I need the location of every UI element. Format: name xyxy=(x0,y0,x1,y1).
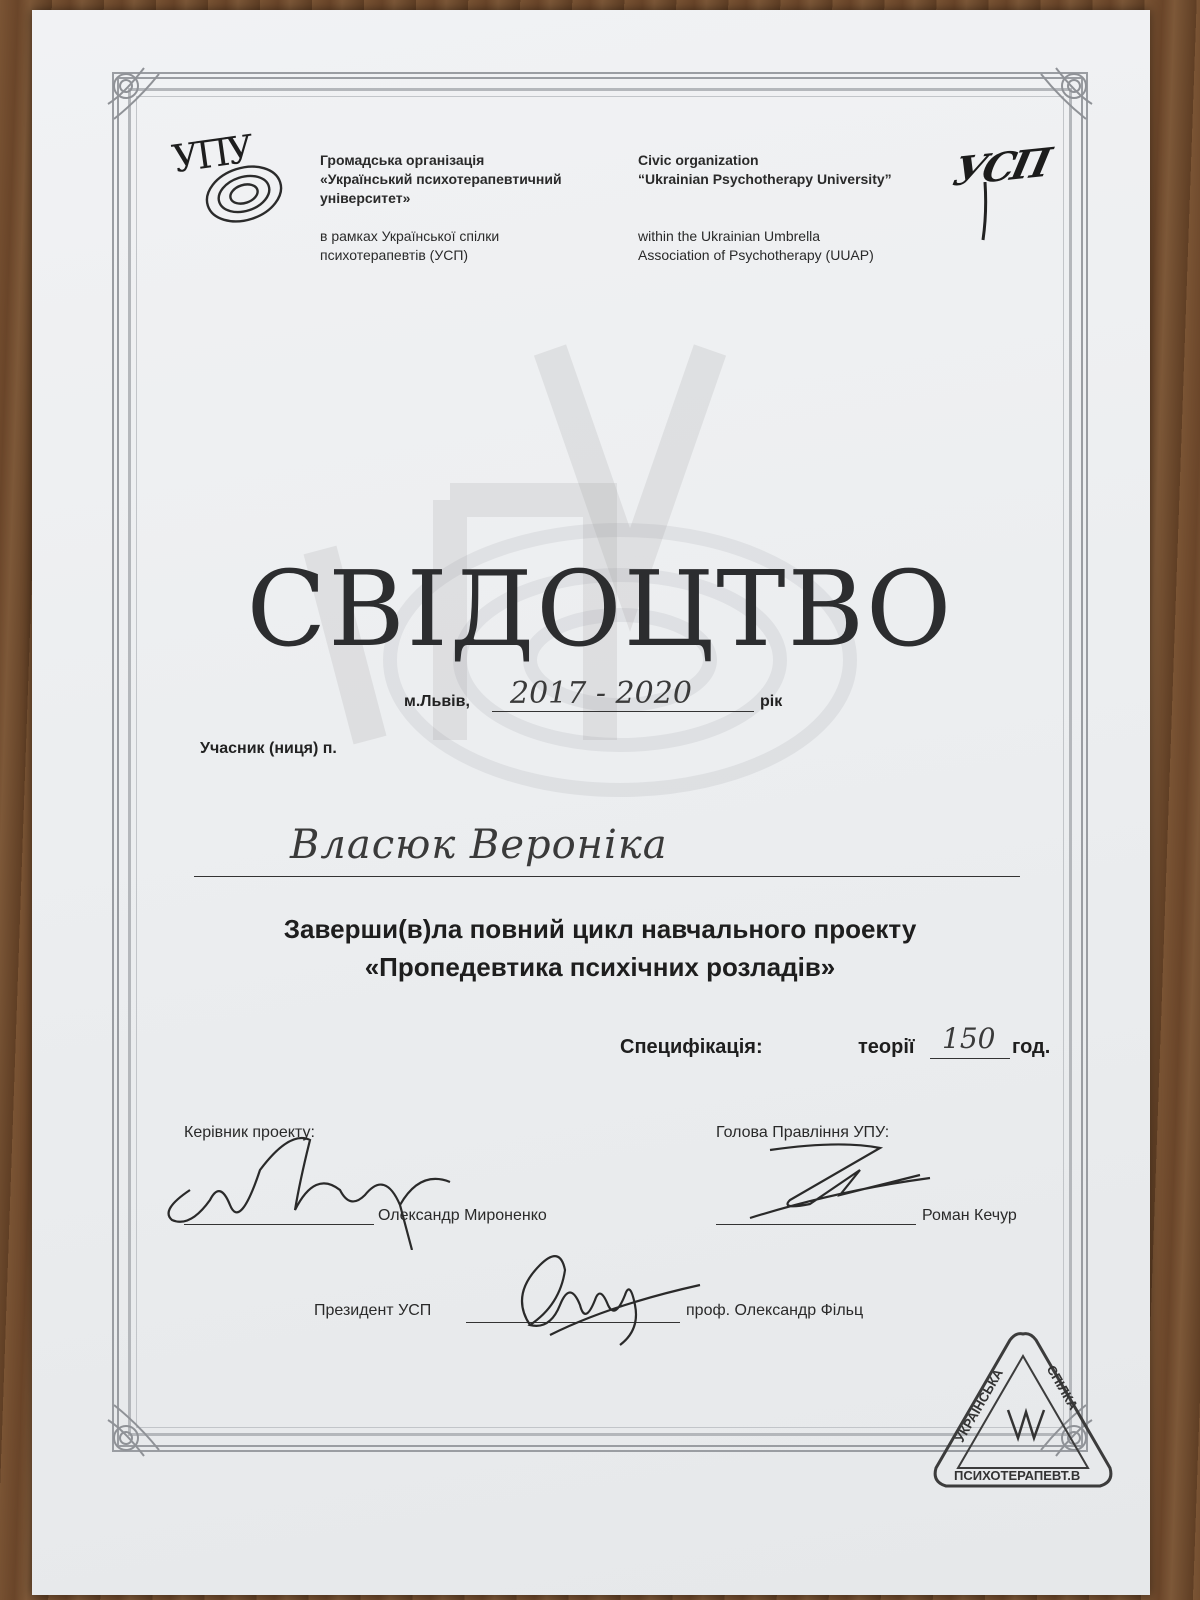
upu-logo xyxy=(169,126,292,240)
en-org-line2: “Ukrainian Psychotherapy University” xyxy=(638,171,892,187)
ua-org-line2: «Український психотерапевтичний xyxy=(320,171,562,187)
project-head-name: Олександр Мироненко xyxy=(378,1207,547,1224)
en-within-line2: Association of Psychotherapy (UUAP) xyxy=(638,247,874,263)
corner-ornament-icon xyxy=(104,64,174,134)
ua-within-line1: в рамках Української спілки xyxy=(320,228,500,244)
corner-ornament-icon xyxy=(1026,64,1096,134)
theory-hours-underline xyxy=(930,1058,1010,1059)
board-head-label: Голова Правління УПУ: xyxy=(716,1124,890,1141)
year-suffix: рік xyxy=(760,693,783,710)
usp-stamp xyxy=(928,1328,1118,1500)
usp-logo-text: УСП xyxy=(948,139,1052,196)
board-head-signature xyxy=(720,1130,940,1230)
certificate-title: СВІДОЦТВО xyxy=(246,548,954,670)
stamp-text-bottom: ПСИХОТЕРАПЕВТ.В xyxy=(954,1468,1081,1483)
usp-logo xyxy=(948,130,1052,242)
upu-logo-text: УПУ xyxy=(169,126,254,182)
theory-hours-handwritten: 150 xyxy=(942,1022,996,1055)
ua-within-line2: психотерапевтів (УСП) xyxy=(320,247,469,263)
corner-ornament-icon xyxy=(104,1390,174,1460)
stamp-text-right: СПІЛКА xyxy=(1043,1362,1082,1413)
hours-unit: год. xyxy=(1012,1036,1051,1058)
participant-name-underline xyxy=(194,876,1020,877)
project-head-label: Керівник проекту: xyxy=(184,1124,315,1141)
en-org-line1: Civic organization xyxy=(638,152,759,168)
board-head-name: Роман Кечур xyxy=(922,1207,1017,1224)
participant-name-handwritten: Власюк Вероніка xyxy=(290,822,668,868)
city-label: м.Львів, xyxy=(404,693,470,710)
project-head-signature xyxy=(150,1110,490,1250)
president-name: проф. Олександр Фільц xyxy=(686,1302,864,1319)
president-signature xyxy=(490,1235,710,1365)
ua-org-line3: університет» xyxy=(320,190,411,206)
en-within-line1: within the Ukrainian Umbrella xyxy=(638,228,821,244)
participant-label: Учасник (ниця) п. xyxy=(200,740,337,757)
years-underline xyxy=(492,711,754,712)
spec-label: Специфікація: xyxy=(620,1036,763,1058)
completion-line1: Заверши(в)ла повний цикл навчального проекту xyxy=(283,914,917,944)
stamp-text-left: УКРАЇНСЬКА xyxy=(951,1366,1006,1445)
president-label: Президент УСП xyxy=(314,1302,432,1319)
theory-label: теорії xyxy=(858,1036,915,1058)
course-name: «Пропедевтика психічних розладів» xyxy=(364,952,836,982)
ua-org-line1: Громадська організація xyxy=(320,152,485,168)
years-handwritten: 2017 - 2020 xyxy=(510,676,692,711)
